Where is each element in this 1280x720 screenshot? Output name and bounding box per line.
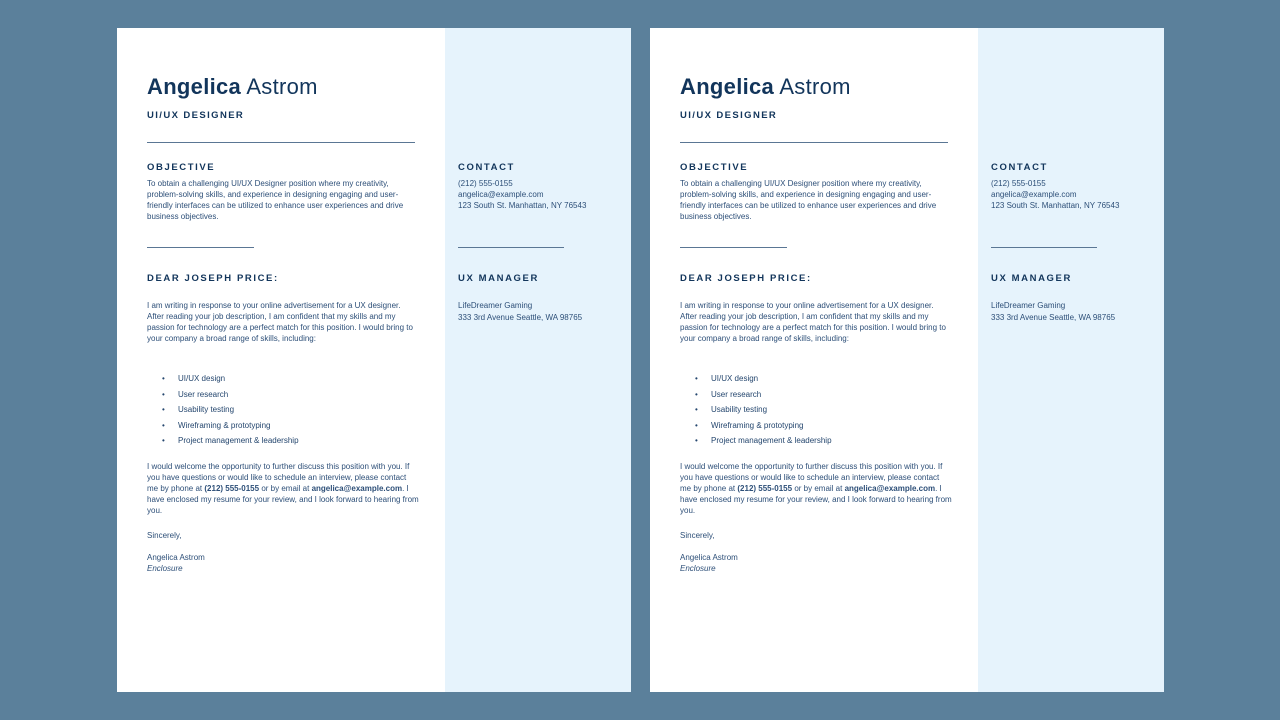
contact-email: angelica@example.com [991, 190, 1077, 199]
first-name: Angelica [147, 74, 242, 99]
phone-number: (212) 555-0155 [204, 484, 260, 493]
signature: Angelica Astrom [147, 553, 205, 562]
contact-heading: CONTACT [991, 162, 1048, 173]
paragraph-text: . I have enclosed my resume for your review, and I look forward to hearing from you. [147, 484, 419, 515]
enclosure: Enclosure [680, 564, 716, 573]
recipient-heading: UX MANAGER [458, 273, 539, 284]
last-name: Astrom [246, 74, 318, 99]
letter-paragraph-1: I am writing in response to your online advertisement for a UX designer. After reading your job description, I am confident that my skills and my passion for technology are a perfect match for this position. I would bring to your company a broad range of skills, including: [147, 301, 413, 343]
recipient-company: LifeDreamer Gaming [458, 301, 533, 310]
contact-phone: (212) 555-0155 [458, 179, 513, 188]
recipient-company: LifeDreamer Gaming [991, 301, 1066, 310]
enclosure: Enclosure [147, 564, 183, 573]
enclosure-note [680, 563, 716, 574]
salutation: DEAR JOSEPH PRICE: [147, 273, 279, 284]
objective-text: To obtain a challenging UI/UX Designer position where my creativity, problem-solving skills, and experience in designing engaging and user-friendly interfaces can be utilized to enhance user experiences and drive business objectives. [147, 179, 404, 221]
sidebar [445, 28, 631, 692]
contact-email: angelica@example.com [458, 190, 544, 199]
signature: Angelica Astrom [680, 553, 738, 562]
recipient-address: 333 3rd Avenue Seattle, WA 98765 [991, 313, 1116, 322]
skill-item: • UI/UX design [711, 373, 832, 389]
skills-list [711, 373, 832, 451]
paragraph-text: . I have enclosed my resume for your review, and I look forward to hearing from you. [680, 484, 952, 515]
applicant-name [147, 74, 318, 100]
skill-item: • Usability testing [711, 404, 832, 420]
paragraph-text: or by email at [259, 484, 312, 493]
email-address: angelica@example.com [311, 484, 403, 493]
paragraph-text: I would welcome the opportunity to further discuss this position with you. If you have questions or would like to schedule an interview, please contact me by phone at [147, 462, 410, 493]
skill-item: • Project management & leadership [711, 435, 832, 451]
contact-address: 123 South St. Manhattan, NY 76543 [458, 201, 587, 210]
divider [680, 142, 948, 143]
sidebar [978, 28, 1164, 692]
skill-item: • User research [711, 389, 832, 405]
closing: Sincerely, [680, 531, 715, 540]
recipient-address: 333 3rd Avenue Seattle, WA 98765 [458, 313, 583, 322]
divider [147, 247, 254, 248]
cover-letter-page [117, 28, 631, 692]
letter-paragraph-2 [147, 461, 419, 516]
divider [458, 247, 564, 248]
phone-number: (212) 555-0155 [737, 484, 793, 493]
last-name: Astrom [779, 74, 851, 99]
applicant-name [680, 74, 851, 100]
letter-paragraph-2 [680, 461, 952, 516]
skill-item: • Wireframing & prototyping [178, 420, 299, 436]
skill-item: • Wireframing & prototyping [711, 420, 832, 436]
skill-item: • UI/UX design [178, 373, 299, 389]
salutation: DEAR JOSEPH PRICE: [680, 273, 812, 284]
paragraph-text: I would welcome the opportunity to further discuss this position with you. If you have questions or would like to schedule an interview, please contact me by phone at [680, 462, 943, 493]
objective-heading: OBJECTIVE [680, 162, 749, 173]
skill-item: • Usability testing [178, 404, 299, 420]
divider [147, 142, 415, 143]
job-title: UI/UX DESIGNER [680, 110, 778, 121]
recipient-heading: UX MANAGER [991, 273, 1072, 284]
enclosure-note [147, 563, 183, 574]
contact-address: 123 South St. Manhattan, NY 76543 [991, 201, 1120, 210]
skill-item: • User research [178, 389, 299, 405]
divider [680, 247, 787, 248]
paragraph-text: or by email at [792, 484, 845, 493]
objective-text: To obtain a challenging UI/UX Designer position where my creativity, problem-solving skills, and experience in designing engaging and user-friendly interfaces can be utilized to enhance user experiences and drive business objectives. [680, 179, 937, 221]
contact-heading: CONTACT [458, 162, 515, 173]
first-name: Angelica [680, 74, 775, 99]
contact-phone: (212) 555-0155 [991, 179, 1046, 188]
closing: Sincerely, [147, 531, 182, 540]
objective-heading: OBJECTIVE [147, 162, 216, 173]
letter-paragraph-1: I am writing in response to your online advertisement for a UX designer. After reading your job description, I am confident that my skills and my passion for technology are a perfect match for this position. I would bring to your company a broad range of skills, including: [680, 301, 946, 343]
divider [991, 247, 1097, 248]
cover-letter-page [650, 28, 1164, 692]
email-address: angelica@example.com [844, 484, 936, 493]
job-title: UI/UX DESIGNER [147, 110, 245, 121]
skills-list [178, 373, 299, 451]
skill-item: • Project management & leadership [178, 435, 299, 451]
